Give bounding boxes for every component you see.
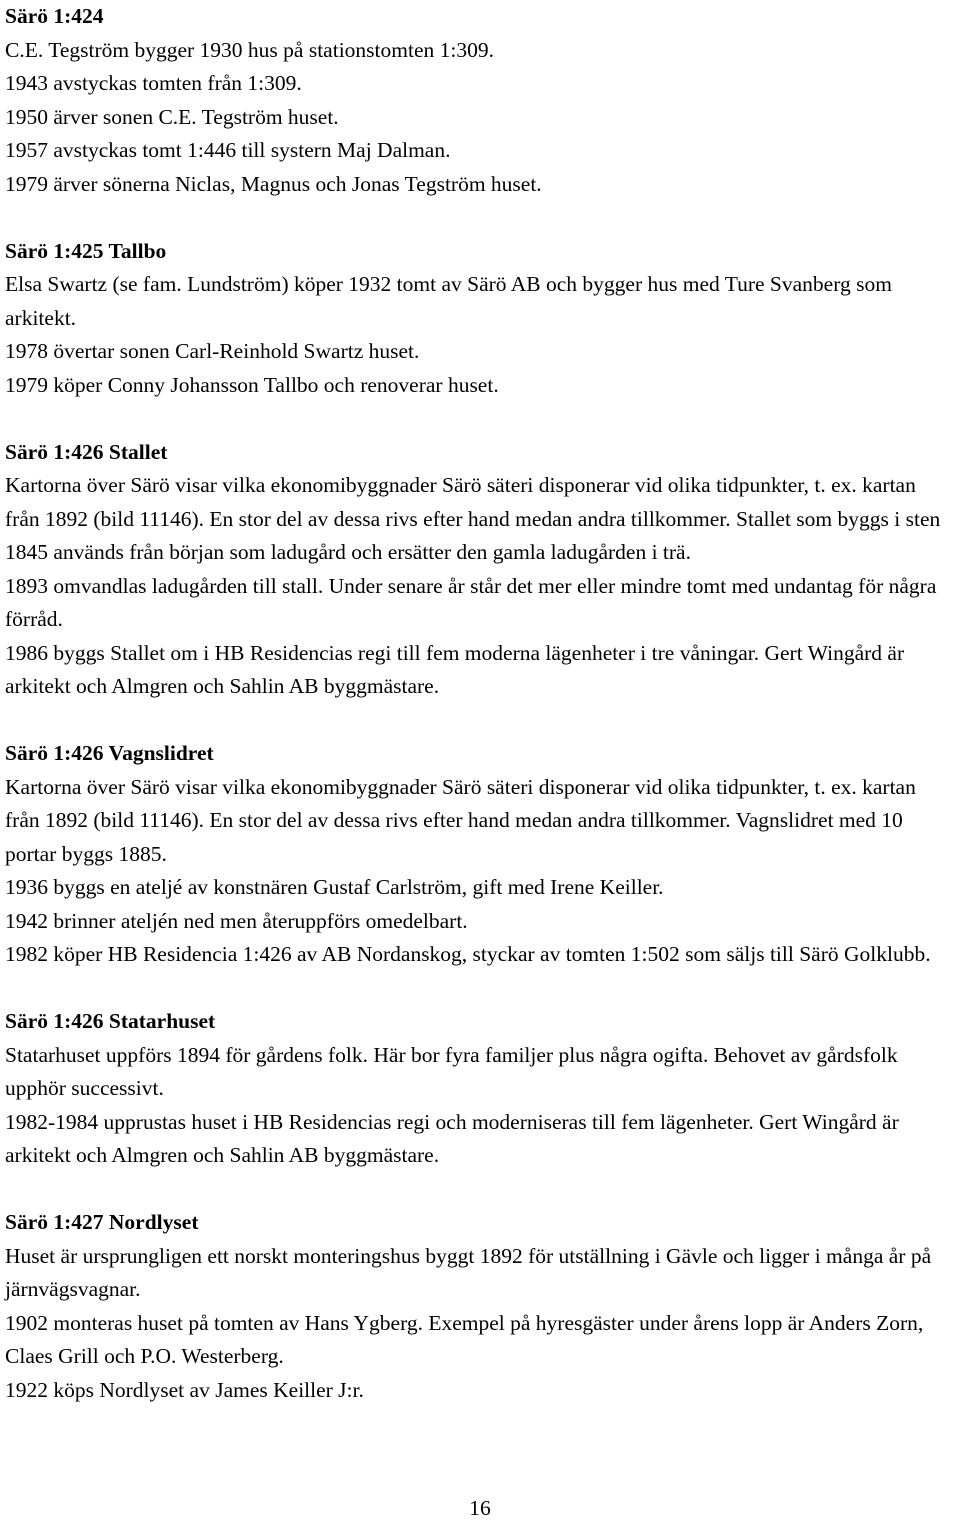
- section-saro-1-426-vagnslidret: [5, 737, 955, 972]
- paragraph: Huset är ursprungligen ett norskt monteringshus byggt 1892 för utställning i Gävle och ligger i många år på järnvägsvagnar.: [5, 1243, 932, 1301]
- paragraph: Kartorna över Särö visar vilka ekonomibyggnader Särö säteri disponerar vid olika tidpunkter, t. ex. kartan från 1892 (bild 11146). En stor del av dessa rivs efter hand medan andra tillkommer. Stallet som byggs i sten 1845 används från början som ladugård och ersätter den gamla ladugården i trä.: [5, 473, 941, 564]
- section-saro-1-426-statarhuset: [5, 1005, 955, 1173]
- paragraph: 1950 ärver sonen C.E. Tegström huset.: [5, 104, 339, 129]
- section-saro-1-426-stallet: [5, 436, 955, 704]
- paragraph: 1978 övertar sonen Carl-Reinhold Swartz huset.: [5, 339, 420, 363]
- paragraph: 1922 köps Nordlyset av James Keiller J:r.: [5, 1377, 364, 1402]
- paragraph: Elsa Swartz (se fam. Lundström) köper 1932 tomt av Särö AB och bygger hus med Ture Svanberg som arkitekt.: [5, 272, 892, 330]
- section-heading: Särö 1:426 Statarhuset: [5, 1009, 216, 1033]
- section-saro-1-425-tallbo: [5, 235, 955, 403]
- paragraph: 1893 omvandlas ladugården till stall. Under senare år står det mer eller mindre tomt med undantag för några förråd.: [5, 573, 937, 631]
- paragraph: 1986 byggs Stallet om i HB Residencias regi till fem moderna lägenheter i tre våningar. Gert Wingård är arkitekt och Almgren och Sahlin AB byggmästare.: [5, 640, 905, 698]
- section-saro-1-424: [5, 0, 955, 201]
- section-heading: Särö 1:424: [5, 4, 104, 28]
- paragraph: 1936 byggs en ateljé av konstnären Gustaf Carlström, gift med Irene Keiller.: [5, 875, 664, 899]
- paragraph: 1979 köper Conny Johansson Tallbo och renoverar huset.: [5, 372, 499, 397]
- paragraph: Statarhuset uppförs 1894 för gårdens folk. Här bor fyra familjer plus några ogifta. Behovet av gårdsfolk upphör successivt.: [5, 1042, 898, 1100]
- paragraph: C.E. Tegström bygger 1930 hus på stationstomten 1:309.: [5, 37, 494, 62]
- page-number: 16: [469, 1496, 491, 1520]
- paragraph: 1982-1984 upprustas huset i HB Residencias regi och moderniseras till fem lägenheter. Gert Wingård är arkitekt och Almgren och Sahlin AB byggmästare.: [5, 1109, 899, 1167]
- section-heading: Särö 1:426 Stallet: [5, 439, 168, 464]
- section-heading: Särö 1:425 Tallbo: [5, 238, 167, 263]
- paragraph: 1979 ärver sönerna Niclas, Magnus och Jonas Tegström huset.: [5, 171, 542, 196]
- paragraph: 1942 brinner ateljén ned men återuppförs omedelbart.: [5, 908, 468, 933]
- section-saro-1-427-nordlyset: [5, 1206, 955, 1407]
- section-heading: Särö 1:426 Vagnslidret: [5, 741, 214, 765]
- paragraph: 1902 monteras huset på tomten av Hans Ygberg. Exempel på hyresgäster under årens lopp är Anders Zorn, Claes Grill och P.O. Westerberg.: [5, 1310, 924, 1368]
- paragraph: 1982 köper HB Residencia 1:426 av AB Nordanskog, styckar av tomten 1:502 som säljs till Särö Golklubb.: [5, 942, 931, 966]
- paragraph: 1957 avstyckas tomt 1:446 till systern Maj Dalman.: [5, 138, 451, 162]
- paragraph: Kartorna över Särö visar vilka ekonomibyggnader Särö säteri disponerar vid olika tidpunkter, t. ex. kartan från 1892 (bild 11146). En stor del av dessa rivs efter hand medan andra tillkommer. Vagnslidret med 10 portar byggs 1885.: [5, 774, 916, 866]
- document-page: [5, 0, 955, 1407]
- paragraph: 1943 avstyckas tomten från 1:309.: [5, 71, 302, 95]
- section-heading: Särö 1:427 Nordlyset: [5, 1210, 199, 1234]
